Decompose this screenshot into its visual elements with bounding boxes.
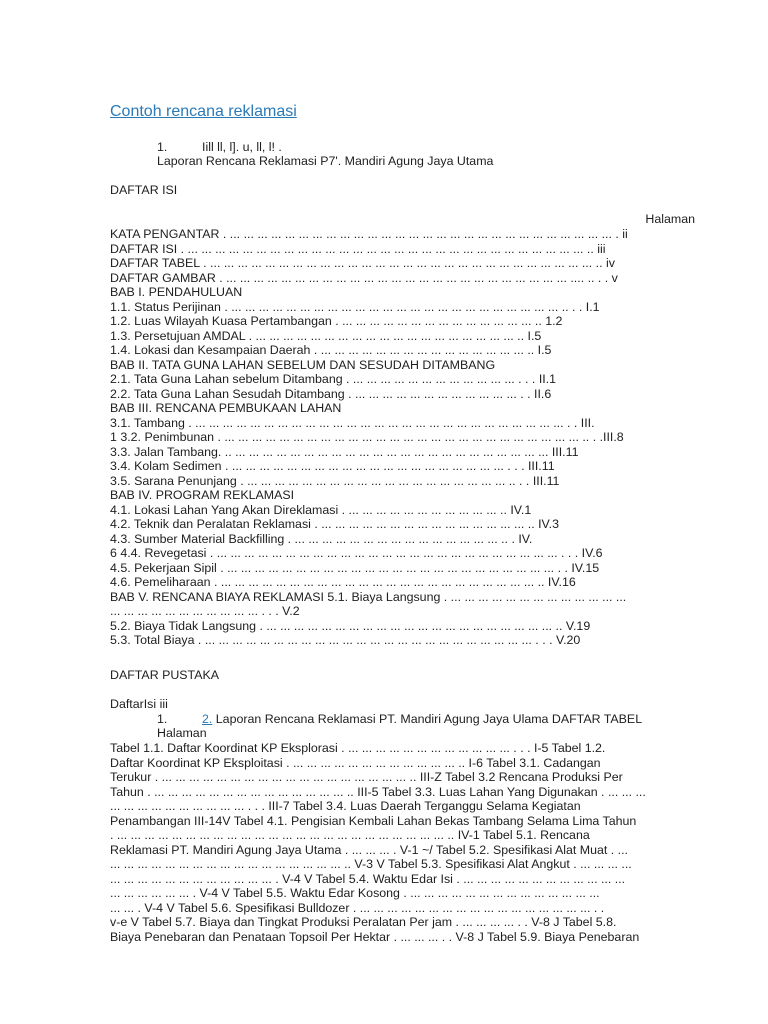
table-line: Tabel 1.1. Daftar Koordinat KP Eksplorasi . ... ... ... ... ... ... ... ... ... ... ... ... . . . I-5 Tabel 1.2.	[110, 741, 606, 755]
toc-line: DAFTAR ISI . ... ... ... ... ... ... ... ... ... ... ... ... ... ... ... ... ... ... ... ... ... ... ... ... ... ... ... ... ... .. iii	[110, 241, 606, 256]
daftar-pustaka-heading: DAFTAR PUSTAKA	[110, 668, 220, 682]
intro-line	[157, 140, 282, 154]
table-line: Biaya Penebaran dan Penataan Topsoil Per Hektar . ... ... ... . . V-8 J Tabel 5.9. Biaya Penebaran	[110, 929, 640, 944]
toc-line: DAFTAR GAMBAR . ... ... ... ... ... ... ... ... ... ... ... ... ... ... ... ... ... ... ... ... ... ... ... ... ... .... .. . . v	[110, 270, 618, 285]
section-2-link[interactable]: 2.	[202, 712, 213, 726]
intro-number: 1.	[157, 140, 168, 154]
toc-line: BAB III. RENCANA PEMBUKAAN LAHAN	[110, 401, 342, 415]
table-line: . ... ... ... ... ... ... ... ... ... ... ... ... ... ... ... ... ... ... ... ... ... ... ... ... .. IV-1 Tabel 5.1. Rencana	[110, 828, 590, 842]
toc-line: KATA PENGANTAR . ... ... ... ... ... ... ... ... ... ... ... ... ... ... ... ... ... ... ... ... ... ... ... ... ... ... ... ... . ii	[110, 227, 628, 241]
table-line: Terukur . ... ... ... ... ... ... ... ... ... ... ... ... ... ... ... ... ... ... .. III-Z Tabel 3.2 Rencana Produksi Per	[110, 770, 623, 784]
toc-line: 1 3.2. Penimbunan . ... ... ... ... ... ... ... ... ... ... ... ... ... ... ... ... ... ... ... ... ... ... ... ... ... ... .. . .III.8	[110, 430, 624, 444]
toc-line: 2.2. Tata Guna Lahan Sesudah Ditambang . ... ... ... ... ... ... ... ... ... ... ... ... . . II.6	[110, 386, 552, 401]
table-line: ... ... ... ... ... ... ... ... ... ... ... ... ... ... ... ... ... .. V-3 V Tabel 5.3. Spesifikasi Alat Angkut . ... ... ... ...	[110, 857, 632, 871]
toc-line: 4.2. Teknik dan Peralatan Reklamasi . ... ... ... ... ... ... ... ... ... ... ... ... ... ... ... .. IV.3	[110, 517, 559, 531]
page-title: Contoh rencana reklamasi	[110, 103, 297, 120]
intro-text: Iill ll, l]. u, ll, l! .	[202, 140, 282, 154]
toc-line: BAB II. TATA GUNA LAHAN SEBELUM DAN SESUDAH DITAMBANG	[110, 357, 496, 372]
table-line: ... ... ... ... ... ... ... ... ... ... . . . III-7 Tabel 3.4. Luas Daerah Terganggu Selama Kegiatan	[110, 799, 581, 813]
toc-line: 5.2. Biaya Tidak Langsung . ... ... ... ... ... ... ... ... ... ... ... ... ... ... ... ... ... ... ... ... ... .. V.19	[110, 618, 591, 633]
toc-line: 6 4.4. Revegetasi . ... ... ... ... ... ... ... ... ... ... ... ... ... ... ... ... ... ... ... ... ... ... ... ... ... . . . IV.6	[110, 546, 603, 560]
table-line: ... ... ... ... ... ... . V-4 V Tabel 5.5. Waktu Edar Kosong . ... ... ... ... ... ... ... ... ... ... ... ... ... ...	[110, 886, 600, 900]
toc-line: ... ... ... ... ... ... ... ... ... ... ... . . . V.2	[110, 604, 300, 618]
toc-line: BAB IV. PROGRAM REKLAMASI	[110, 488, 295, 502]
toc-line: BAB V. RENCANA BIAYA REKLAMASI 5.1. Biaya Langsung . ... ... ... ... ... ... ... ... ... ... ... ... ...	[110, 589, 627, 604]
toc-line: 4.3. Sumber Material Backfilling . ... ... ... ... ... ... ... ... ... ... ... ... ... ... ... .. . IV.	[110, 531, 533, 546]
toc-line: 2.1. Tata Guna Lahan sebelum Ditambang . ... ... ... ... ... ... ... ... ... ... ... ... . . . II.1	[110, 372, 557, 386]
toc-line: 3.1. Tambang . ... ... ... ... ... ... ... ... ... ... ... ... ... ... ... ... ... ... ... ... ... ... ... ... ... ... ... . . III.	[110, 415, 595, 430]
toc-line: 1.1. Status Perijinan . ... ... ... ... ... ... ... ... ... ... ... ... ... ... ... ... ... ... ... ... ... ... ... ... .. . . I.1	[110, 299, 600, 314]
toc-line: 1.4. Lokasi dan Kesampaian Daerah . ... ... ... ... ... ... ... ... ... ... ... ... ... ... ... .. I.5	[110, 343, 552, 357]
table-line: Daftar Koordinat KP Eksploitasi . ... ... ... ... ... ... ... ... ... ... ... ... .. I-6 Tabel 3.1. Cadangan	[110, 755, 601, 770]
table-line: ... ... . V-4 V Tabel 5.6. Spesifikasi Bulldozer . ... ... ... ... ... ... ... ... ... ... ... ... ... ... ... ... ... . .	[110, 900, 605, 915]
section-2-line	[157, 712, 642, 726]
table-line: Reklamasi PT. Mandiri Agung Jaya Utama . ... ... ... . V-1 ~/ Tabel 5.2. Spesifikasi Alat Muat . ...	[110, 842, 629, 857]
toc-line: 4.6. Pemeliharaan . ... ... ... ... ... ... ... ... ... ... ... ... ... ... ... ... ... ... ... ... ... ... ... .. IV.16	[110, 575, 576, 589]
section-2-text: Laporan Rencana Reklamasi PT. Mandiri Agung Jaya Ulama DAFTAR TABEL	[212, 712, 643, 726]
table-line: Tahun . ... ... ... ... ... ... ... ... ... ... ... ... ... ... .. III-5 Tabel 3.3. Luas Lahan Yang Digunakan . ... ... ...	[110, 784, 646, 799]
daftarisi-label: DaftarIsi iii	[110, 697, 168, 711]
toc-line: 3.5. Sarana Penunjang . ... ... ... ... ... ... ... ... ... ... ... ... ... ... ... ... ... ... ... .. . . III.11	[110, 473, 560, 488]
section-2-number: 1.	[157, 712, 168, 726]
table-line: v-e V Tabel 5.7. Biaya dan Tingkat Produksi Peralatan Per jam . ... ... ... ... . . V-8 J Tabel 5.8.	[110, 915, 617, 929]
table-line: ... ... ... ... ... ... ... ... ... ... ... ... . V-4 V Tabel 5.4. Waktu Edar Isi . ... ... ... ... ... ... ... ... ... ... ... ...	[110, 871, 626, 886]
toc-halaman-label: Halaman	[645, 212, 695, 226]
toc-line: 5.3. Total Biaya . ... ... ... ... ... ... ... ... ... ... ... ... ... ... ... ... ... ... ... ... ... ... ... ... . . . V.20	[110, 633, 581, 647]
toc-heading: DAFTAR ISI	[110, 183, 178, 197]
table-line: Penambangan III-14V Tabel 4.1. Pengisian Kembali Lahan Bekas Tambang Selama Lima Tahun	[110, 813, 637, 828]
toc-line: BAB I. PENDAHULUAN	[110, 285, 243, 299]
intro-subtitle: Laporan Rencana Reklamasi P7'. Mandiri Agung Jaya Utama	[157, 154, 494, 168]
toc-line: 3.3. Jalan Tambang. .. ... ... ... ... ... ... ... ... ... ... ... ... ... ... ... ... ... ... ... ... ... ... ... III.11	[110, 444, 579, 459]
toc-line: 4.5. Pekerjaan Sipil . ... ... ... ... ... ... ... ... ... ... ... ... ... ... ... ... ... ... ... ... ... ... ... ... . . IV.15	[110, 560, 600, 575]
toc-line: 1.2. Luas Wilayah Kuasa Pertambangan . ... ... ... ... ... ... ... ... ... ... ... ... ... ... .. 1.2	[110, 314, 563, 328]
toc-line: 1.3. Persetujuan AMDAL . ... ... ... ... ... ... ... ... ... ... ... ... ... ... ... ... ... ... ... .. I.5	[110, 328, 542, 343]
toc-line: 3.4. Kolam Sedimen . ... ... ... ... ... ... ... ... ... ... ... ... ... ... ... ... ... ... ... ... . . . III.11	[110, 459, 555, 473]
toc-line: 4.1. Lokasi Lahan Yang Akan Direklamasi . ... ... ... ... ... ... ... ... ... ... ... .. IV.1	[110, 502, 532, 517]
section-2-halaman: Halaman	[157, 726, 207, 740]
toc-line: DAFTAR TABEL . ... ... ... ... ... ... ... ... ... ... ... ... ... ... ... ... ... ... ... ... ... ... ... ... ... ... ... ... .. iv	[110, 256, 615, 270]
